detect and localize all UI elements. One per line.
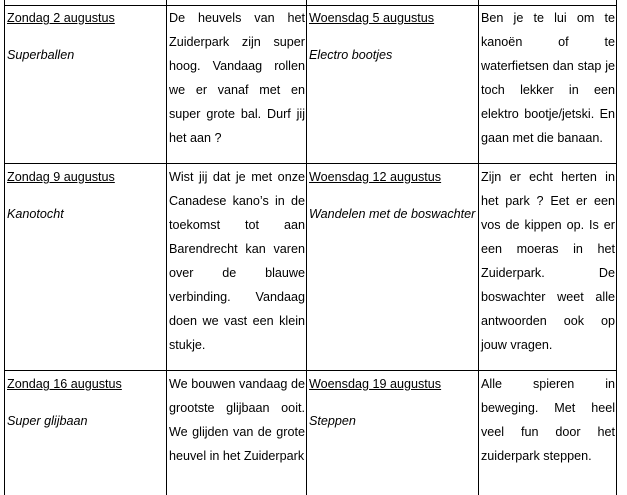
table-row-3-left-activity	[5, 372, 166, 433]
activity-title: Steppen	[309, 414, 356, 428]
table-row-3-right-activity	[307, 372, 478, 433]
activity-date: Zondag 9 augustus	[7, 170, 115, 184]
row-divider	[4, 163, 617, 164]
activity-title: Wandelen met de boswachter	[309, 207, 476, 221]
table-row-2-right-activity	[307, 165, 478, 226]
activity-title: Superballen	[7, 48, 75, 62]
activity-date: Zondag 16 augustus	[7, 377, 122, 391]
activity-title: Super glijbaan	[7, 414, 88, 428]
activity-title: Electro bootjes	[309, 48, 393, 62]
activity-title: Kanotocht	[7, 207, 64, 221]
table-row-1-right-activity	[307, 6, 478, 67]
activity-schedule-table	[4, 0, 617, 495]
table-row-2-left-activity	[5, 165, 166, 226]
activity-description: Alle spieren in beweging. Met heel veel fun door het zuiderpark steppen.	[481, 377, 615, 463]
activity-description: Zijn er echt herten in het park ? Eet er een vos de kippen op. Is er een moeras in het Zuiderpark. De boswachter weet alle antwoorden ook op jouw vragen.	[481, 170, 615, 352]
activity-description: Wist jij dat je met onze Canadese kano’s in de toekomst tot aan Barendrecht kan varen over de blauwe verbinding. Vandaag doen we vast een klein stukje.	[169, 170, 305, 352]
table-border-right	[616, 0, 617, 495]
activity-date: Zondag 2 augustus	[7, 11, 115, 25]
table-row-1-left-activity	[5, 6, 166, 67]
activity-date: Woensdag 12 augustus	[309, 170, 442, 184]
row-divider	[4, 370, 617, 371]
activity-date: Woensdag 19 augustus	[309, 377, 442, 391]
activity-date: Woensdag 5 augustus	[309, 11, 435, 25]
activity-description: We bouwen vandaag de grootste glijbaan ooit. We glijden van de grote heuvel in het Zuiderpark	[169, 377, 305, 463]
activity-description: De heuvels van het Zuiderpark zijn super hoog. Vandaag rollen we er vanaf met en super grote bal. Durf jij het aan ?	[169, 11, 305, 145]
activity-description: Ben je te lui om te kanoën of te waterfietsen dan stap je toch lekker in een elektro bootje/jetski. En gaan met die banaan.	[481, 11, 615, 145]
